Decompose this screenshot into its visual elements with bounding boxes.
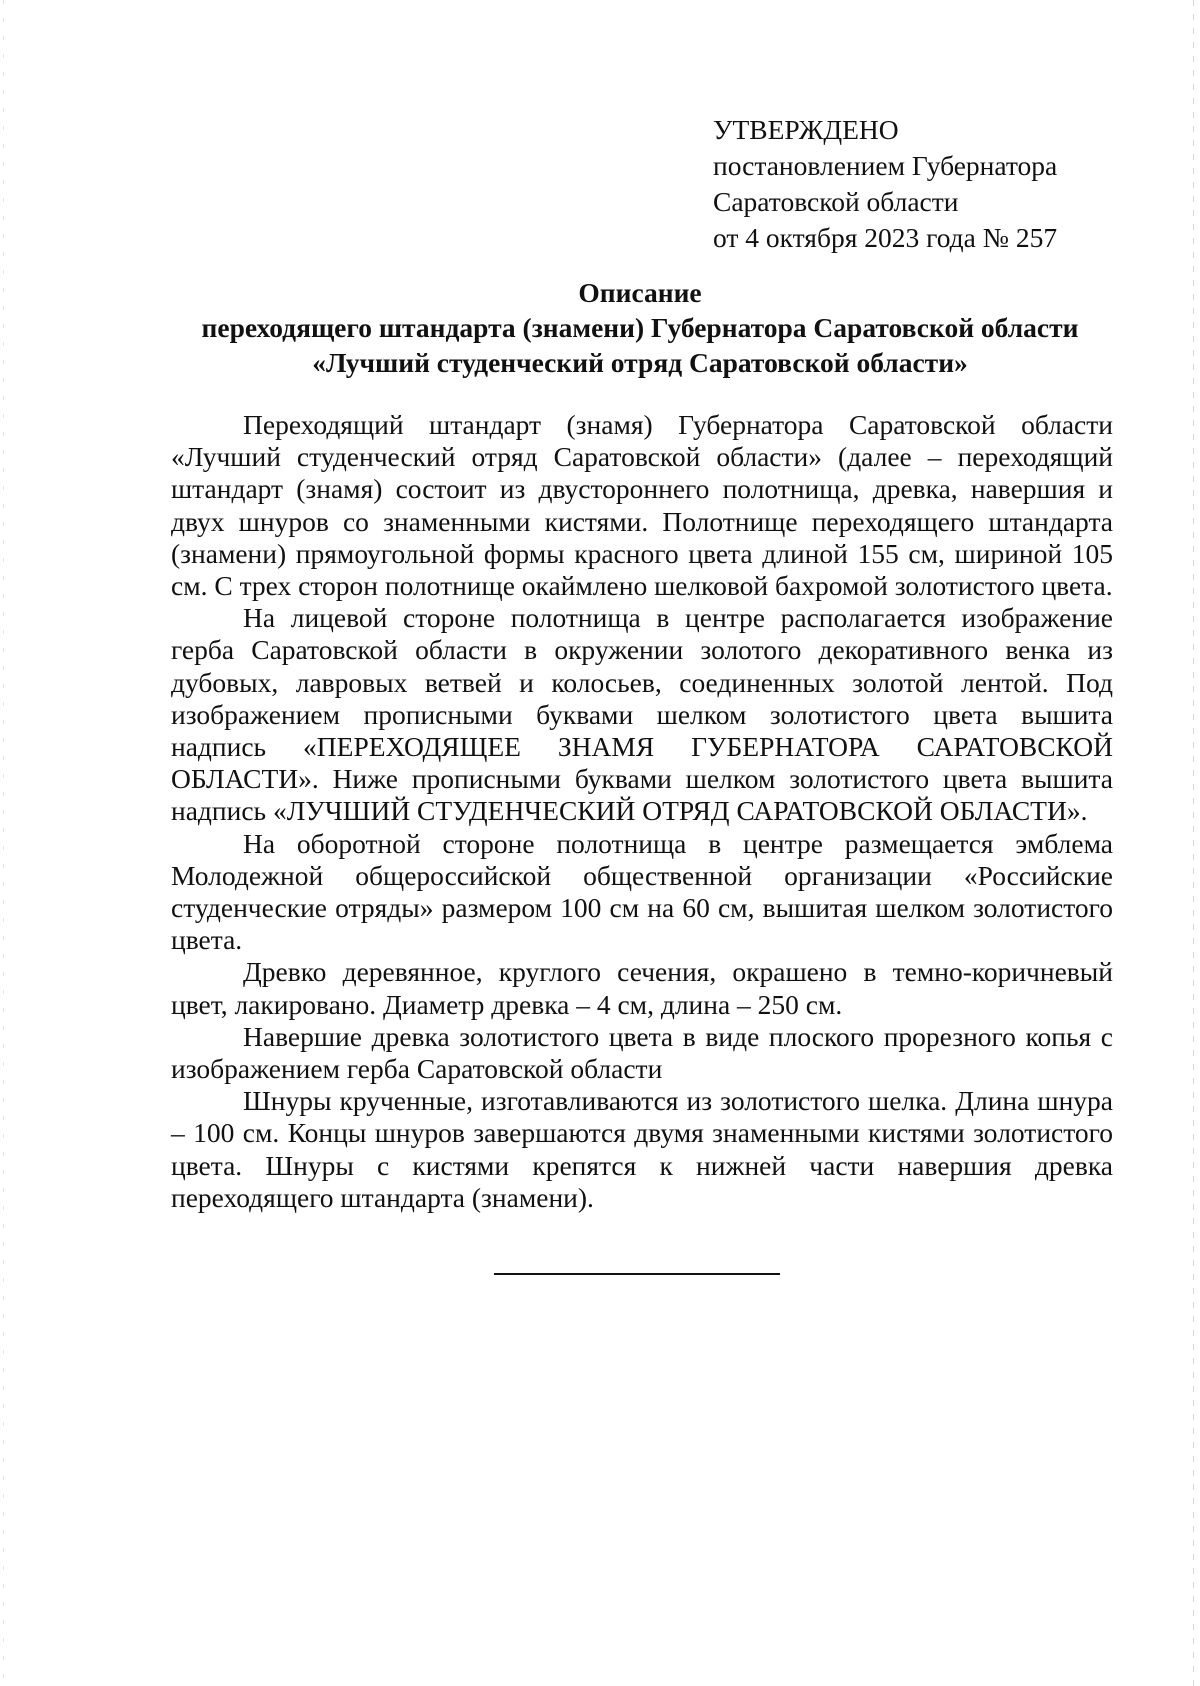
title-line-3: «Лучший студенческий отряд Саратовской области» [312, 347, 968, 378]
scan-edge-left [3, 0, 4, 1686]
paragraph-back-side: На оборотной стороне полотнища в центре размещается эмблема Молодежной общероссийской общественной организации «Российские студенческие отряды» размером 100 см на 60 см, вышитая шелком золотистого цвета. [171, 827, 1113, 956]
approval-line-1: постановлением Губернатора [713, 150, 1058, 181]
paragraph-staff: Древко деревянное, круглого сечения, окрашено в темно-коричневый цвет, лакировано. Диаметр древка – 4 см, длина – 250 см. [171, 956, 1113, 1020]
approval-status: УТВЕРЖДЕНО [713, 114, 899, 145]
title-line-2: переходящего штандарта (знамени) Губернатора Саратовской области [201, 312, 1079, 343]
paragraph-general: Переходящий штандарт (знамя) Губернатора Саратовской области «Лучший студенческий отряд Саратовской области» (далее – переходящий штандарт (знамя) состоит из двустороннего полотнища, древка, навершия и двух шнуров со знаменными кистями. Полотнище переходящего штандарта (знамени) прямоугольной формы красного цвета длиной 155 см, шириной 105 см. С трех сторон полотнище окаймлено шелковой бахромой золотистого цвета. [171, 409, 1113, 602]
closing-rule [494, 1273, 780, 1275]
paragraph-finial: Навершие древка золотистого цвета в виде плоского прорезного копья с изображением герба Саратовской области [171, 1020, 1113, 1085]
document-title [150, 275, 1130, 380]
title-line-1: Описание [578, 277, 702, 308]
paragraph-cords: Шнуры крученные, изготавливаются из золотистого шелка. Длина шнура – 100 см. Концы шнуров завершаются двумя знаменными кистями золотистого цвета. Шнуры с кистями крепятся к нижней части навершия древка переходящего штандарта (знамени). [171, 1085, 1113, 1213]
paragraph-front-side: На лицевой стороне полотнища в центре располагается изображение герба Саратовской области в окружении золотого декоративного венка из дубовых, лавровых ветвей и колосьев, соединенных золотой лентой. Под изображением прописными буквами шелком золотистого цвета вышита надпись «ПЕРЕХОДЯЩЕЕ ЗНАМЯ ГУБЕРНАТОРА САРАТОВСКОЙ ОБЛАСТИ». Ниже прописными буквами шелком золотистого цвета вышита надпись «ЛУЧШИЙ СТУДЕНЧЕСКИЙ ОТРЯД САРАТОВСКОЙ ОБЛАСТИ». [171, 602, 1113, 827]
approval-stamp-block [713, 112, 1057, 256]
document-body [171, 409, 1113, 1214]
scan-edge-right [1193, 0, 1194, 1686]
approval-line-3: от 4 октября 2023 года № 257 [713, 222, 1058, 253]
approval-line-2: Саратовской области [713, 186, 959, 217]
